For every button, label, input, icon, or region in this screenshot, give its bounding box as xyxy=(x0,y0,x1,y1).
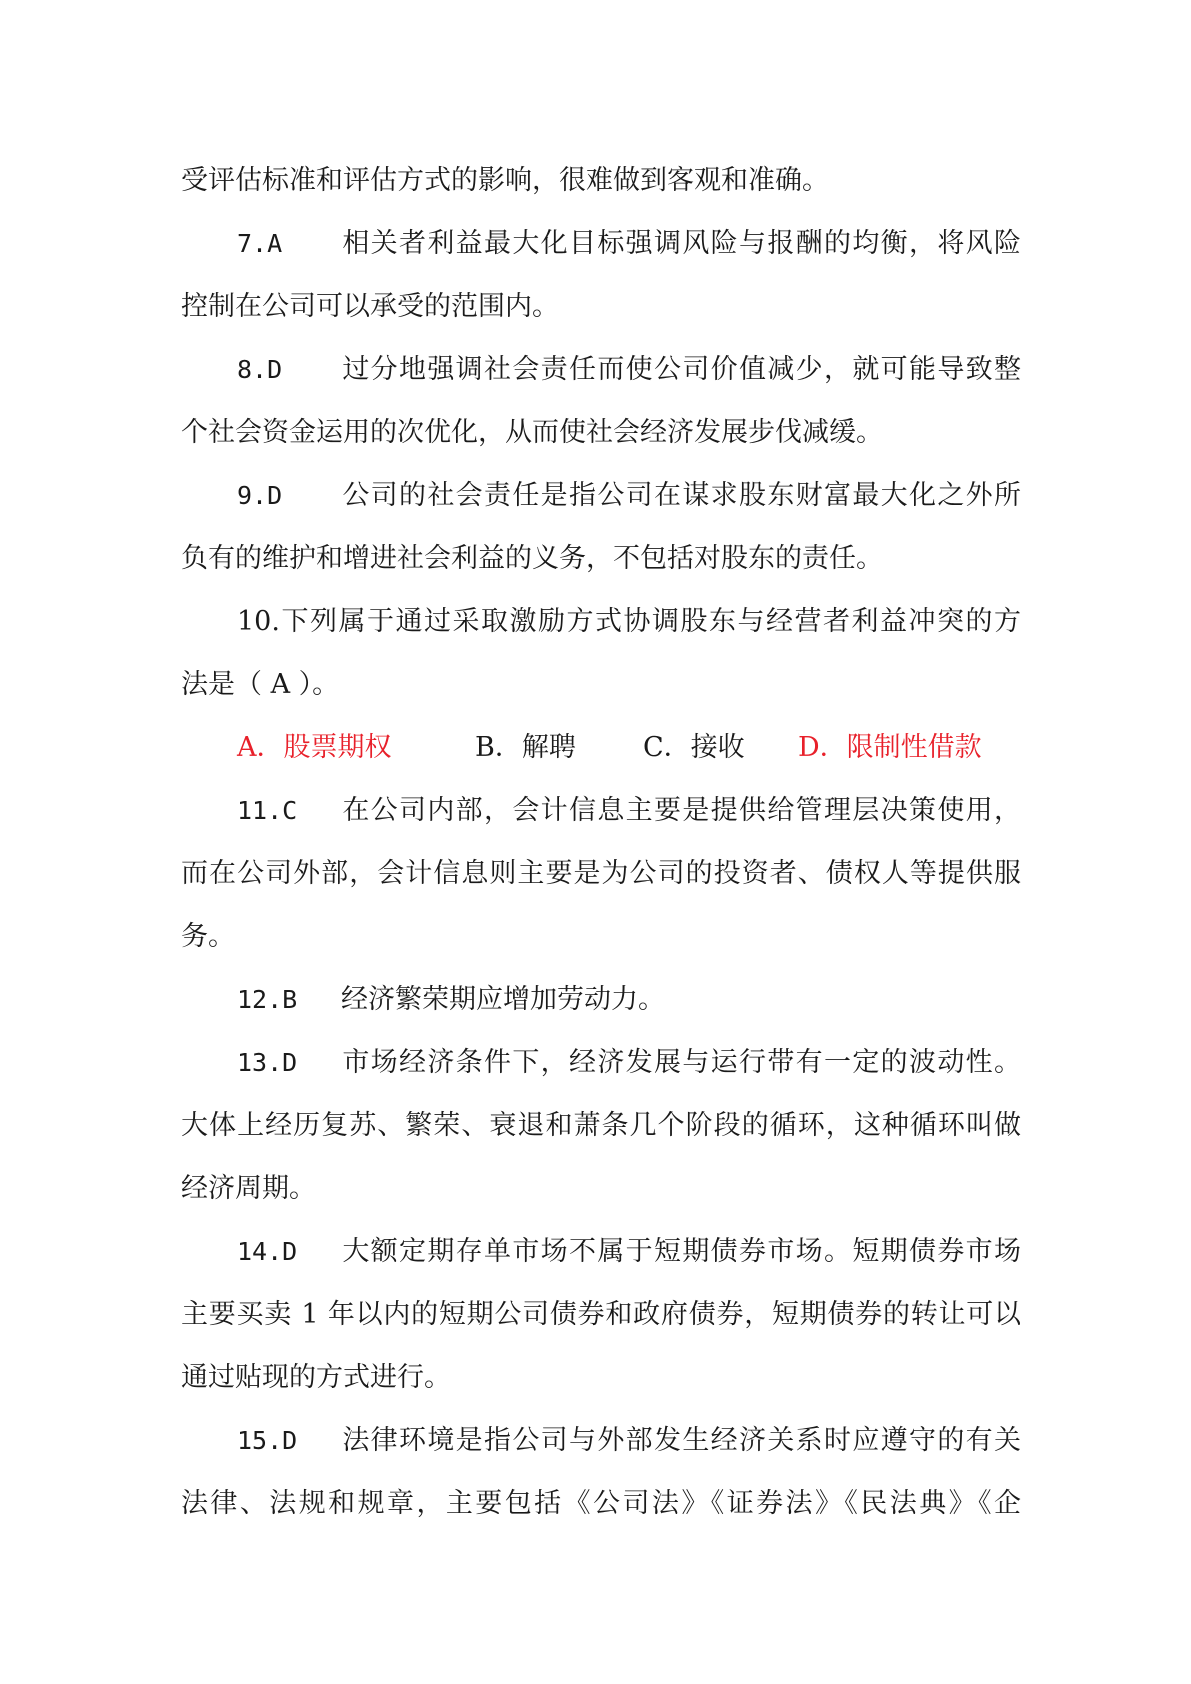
answer-11-line-3: 务。 xyxy=(181,921,235,952)
answer-11-line-1 xyxy=(181,779,1021,842)
answer-13-number: 13.D xyxy=(237,1048,298,1077)
option-a: A．股票期权 xyxy=(237,732,392,763)
answer-8-line-2: 个社会资金运用的次优化，从而使社会经济发展步伐减缓。 xyxy=(181,417,883,448)
answer-13-text-1: 市场经济条件下，经济发展与运行带有一定的波动性。 xyxy=(341,1047,1021,1078)
answer-8-text-1: 过分地强调社会责任而使公司价值减少，就可能导致整 xyxy=(341,354,1021,385)
answer-15-line-1 xyxy=(181,1409,1021,1472)
answer-15-line-2: 法律、法规和规章，主要包括《公司法》《证券法》《民法典》《企 xyxy=(181,1488,1021,1519)
paragraph-continuation: 受评估标准和评估方式的影响，很难做到客观和准确。 xyxy=(181,165,829,196)
answer-14-line-3: 通过贴现的方式进行。 xyxy=(181,1362,451,1393)
answer-11-text-1: 在公司内部，会计信息主要是提供给管理层决策使用， xyxy=(341,795,1021,826)
answer-9-text-1: 公司的社会责任是指公司在谋求股东财富最大化之外所 xyxy=(341,480,1021,511)
answer-8-number: 8.D xyxy=(237,355,283,384)
answer-13-line-3: 经济周期。 xyxy=(181,1173,316,1204)
question-10-line-2: 法是（ A ）。 xyxy=(181,669,340,700)
answer-8-line-1 xyxy=(181,338,1021,401)
page-content xyxy=(181,149,1021,1535)
answer-7-line-1 xyxy=(181,212,1021,275)
answer-15-text-1: 法律环境是指公司与外部发生经济关系时应遵守的有关 xyxy=(341,1425,1021,1456)
answer-7-line-2: 控制在公司可以承受的范围内。 xyxy=(181,291,559,322)
answer-12-line-1 xyxy=(181,968,1021,1031)
answer-9-number: 9.D xyxy=(237,481,283,510)
answer-12-text-1: 经济繁荣期应增加劳动力。 xyxy=(341,984,665,1015)
answer-14-number: 14.D xyxy=(237,1237,298,1266)
answer-13-line-1 xyxy=(181,1031,1021,1094)
question-10-options xyxy=(181,716,1021,779)
answer-7-number: 7.A xyxy=(237,229,283,258)
option-c: C．接收 xyxy=(643,732,745,763)
answer-13-line-2: 大体上经历复苏、繁荣、衰退和萧条几个阶段的循环，这种循环叫做 xyxy=(181,1110,1021,1141)
answer-11-line-2: 而在公司外部，会计信息则主要是为公司的投资者、债权人等提供服 xyxy=(181,858,1021,889)
answer-15-number: 15.D xyxy=(237,1426,298,1455)
answer-12-number: 12.B xyxy=(237,985,298,1014)
question-10-line-1: 10.下列属于通过采取激励方式协调股东与经营者利益冲突的方 xyxy=(237,606,1021,637)
answer-7-text-1: 相关者利益最大化目标强调风险与报酬的均衡，将风险 xyxy=(341,228,1021,259)
answer-9-line-1 xyxy=(181,464,1021,527)
answer-9-line-2: 负有的维护和增进社会利益的义务，不包括对股东的责任。 xyxy=(181,543,883,574)
option-d: D．限制性借款 xyxy=(798,732,982,763)
answer-14-text-1: 大额定期存单市场不属于短期债券市场。短期债券市场 xyxy=(341,1236,1021,1267)
answer-11-number: 11.C xyxy=(237,796,298,825)
answer-14-line-2: 主要买卖 1 年以内的短期公司债券和政府债券，短期债券的转让可以 xyxy=(181,1299,1021,1330)
option-b: B．解聘 xyxy=(475,732,576,763)
answer-14-line-1 xyxy=(181,1220,1021,1283)
